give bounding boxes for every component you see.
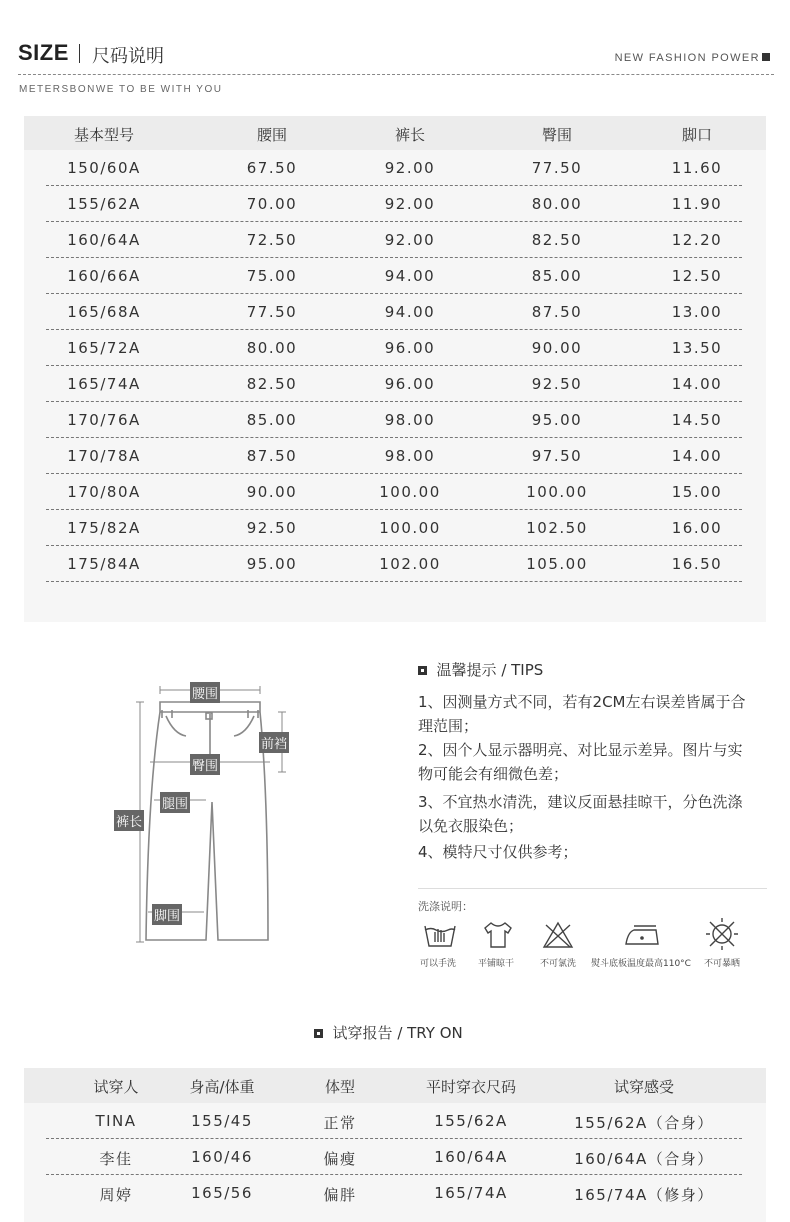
col-header-fit-feeling: 试穿感受 — [613, 1078, 674, 1096]
size-table-cell: 165/72A — [67, 339, 141, 357]
col-header-hip: 臀围 — [541, 126, 572, 144]
tryon-table-row — [24, 1139, 766, 1175]
size-table-cell: 175/84A — [67, 555, 141, 573]
size-table-cell: 96.00 — [384, 375, 436, 393]
size-table-row — [24, 366, 766, 402]
tryon-table-cell: 正常 — [323, 1114, 357, 1132]
size-table-cell: 11.60 — [671, 159, 723, 177]
size-table-cell: 170/76A — [67, 411, 141, 429]
size-table-cell: 82.50 — [531, 231, 583, 249]
diagram-label-length: 裤长 — [114, 810, 144, 831]
wash-label-flat-dry: 平铺晾干 — [478, 959, 515, 969]
wash-label-no-sun: 不可暴晒 — [704, 959, 741, 969]
tryon-table-row — [24, 1175, 766, 1211]
size-table-cell: 85.00 — [531, 267, 583, 285]
tryon-table-cell: 165/74A（修身） — [574, 1186, 714, 1204]
tip-item: 1、因测量方式不同，若有2CM左右误差皆属于合理范围； — [418, 693, 746, 735]
size-table-row — [24, 258, 766, 294]
size-table-cell: 90.00 — [246, 483, 298, 501]
square-bullet-icon — [418, 666, 427, 675]
size-table-cell: 90.00 — [531, 339, 583, 357]
col-header-model: 基本型号 — [73, 126, 134, 144]
size-table-cell: 16.50 — [671, 555, 723, 573]
square-bullet-icon — [762, 53, 770, 61]
col-header-waist: 腰围 — [256, 126, 287, 144]
brand-subtitle: METERSBONWE TO BE WITH YOU — [19, 84, 223, 95]
tip-item: 4、模特尺寸仅供参考； — [418, 843, 578, 861]
size-table-cell: 92.00 — [384, 159, 436, 177]
size-table-cell: 105.00 — [526, 555, 588, 573]
tryon-title — [314, 1022, 463, 1043]
tryon-table-cell: 偏胖 — [323, 1186, 357, 1204]
size-table-cell: 87.50 — [531, 303, 583, 321]
size-table-row — [24, 510, 766, 546]
wash-label-iron: 熨斗底板温度最高110°C — [591, 959, 691, 969]
tryon-table-cell: 李佳 — [99, 1150, 133, 1168]
size-table-cell: 80.00 — [531, 195, 583, 213]
size-table-cell: 102.00 — [379, 555, 441, 573]
size-table-row — [24, 186, 766, 222]
col-header-body-type: 体型 — [324, 1078, 355, 1096]
size-table-cell: 95.00 — [246, 555, 298, 573]
tryon-table-header — [24, 1068, 766, 1103]
size-table-cell: 92.00 — [384, 195, 436, 213]
tryon-title-text: 试穿报告 / TRY ON — [332, 1024, 463, 1042]
size-table-cell: 82.50 — [246, 375, 298, 393]
tryon-table-cell: 偏瘦 — [323, 1150, 357, 1168]
size-table-cell: 165/74A — [67, 375, 141, 393]
diagram-label-rise: 前裆 — [259, 732, 289, 753]
tryon-table-cell: 155/62A（合身） — [574, 1114, 714, 1132]
size-table-cell: 13.50 — [671, 339, 723, 357]
size-table-cell: 100.00 — [379, 483, 441, 501]
size-table-cell: 12.50 — [671, 267, 723, 285]
tryon-table-row — [24, 1103, 766, 1139]
wash-title: 洗涤说明： — [418, 900, 473, 913]
size-table-cell: 77.50 — [531, 159, 583, 177]
tips-divider — [418, 888, 767, 889]
size-table-cell: 98.00 — [384, 447, 436, 465]
tryon-table-cell: 周婷 — [99, 1186, 133, 1204]
size-table-cell: 92.50 — [246, 519, 298, 537]
size-table-cell: 102.50 — [526, 519, 588, 537]
header-dashed-line — [18, 74, 774, 75]
tryon-table-cell: 160/64A（合身） — [574, 1150, 714, 1168]
size-table-row — [24, 294, 766, 330]
fashion-slogan — [615, 52, 770, 64]
col-header-length: 裤长 — [394, 126, 425, 144]
flat-dry-icon — [482, 920, 514, 950]
tryon-table-cell: 160/64A — [434, 1148, 508, 1166]
size-table-cell: 165/68A — [67, 303, 141, 321]
size-table-cell: 70.00 — [246, 195, 298, 213]
size-table-cell: 155/62A — [67, 195, 141, 213]
col-header-hem: 脚口 — [681, 126, 712, 144]
size-table-cell: 16.00 — [671, 519, 723, 537]
size-table-cell: 150/60A — [67, 159, 141, 177]
size-table-cell: 14.00 — [671, 447, 723, 465]
size-table-cell: 75.00 — [246, 267, 298, 285]
size-table-row — [24, 330, 766, 366]
wash-label-no-bleach: 不可氯洗 — [540, 959, 577, 969]
title-divider — [79, 44, 80, 63]
size-table-cell: 97.50 — [531, 447, 583, 465]
row-dashed-divider — [46, 581, 742, 582]
size-table-cell: 67.50 — [246, 159, 298, 177]
size-table-row — [24, 402, 766, 438]
tryon-table-cell: 165/74A — [434, 1184, 508, 1202]
size-table-cell: 14.50 — [671, 411, 723, 429]
size-table-header — [24, 116, 766, 150]
size-title: SIZE — [18, 40, 69, 65]
no-bleach-icon — [542, 920, 574, 950]
no-sun-icon — [704, 916, 740, 952]
tip-item: 3、不宜热水清洗，建议反面悬挂晾干，分色洗涤以免衣服染色； — [418, 793, 743, 835]
size-table-cell: 175/82A — [67, 519, 141, 537]
tryon-table-cell: 155/45 — [191, 1112, 253, 1130]
hand-wash-icon — [422, 920, 458, 950]
tips-title — [418, 659, 543, 680]
tryon-table-cell: 165/56 — [191, 1184, 253, 1202]
size-table-cell: 14.00 — [671, 375, 723, 393]
wash-label-hand-wash: 可以手洗 — [420, 959, 457, 969]
tryon-table-cell: 160/46 — [191, 1148, 253, 1166]
size-table-cell: 13.00 — [671, 303, 723, 321]
tryon-table — [24, 1068, 766, 1222]
size-table-cell: 80.00 — [246, 339, 298, 357]
size-table-row — [24, 222, 766, 258]
tryon-table-cell: TINA — [95, 1112, 137, 1130]
iron-icon — [622, 920, 662, 950]
tips-title-text: 温馨提示 / TIPS — [436, 661, 544, 679]
size-table-cell: 92.00 — [384, 231, 436, 249]
size-table-cell: 92.50 — [531, 375, 583, 393]
size-table-cell: 77.50 — [246, 303, 298, 321]
col-header-tester: 试穿人 — [93, 1078, 139, 1096]
size-table-cell: 160/64A — [67, 231, 141, 249]
tryon-table-cell: 155/62A — [434, 1112, 508, 1130]
size-table-cell: 85.00 — [246, 411, 298, 429]
diagram-label-waist: 腰围 — [190, 682, 220, 703]
tip-item: 2、因个人显示器明亮、对比显示差异。图片与实物可能会有细微色差； — [418, 741, 743, 783]
size-table-cell: 100.00 — [526, 483, 588, 501]
col-header-height-weight: 身高/体重 — [189, 1078, 255, 1096]
size-table-row — [24, 438, 766, 474]
size-table-cell: 94.00 — [384, 267, 436, 285]
col-header-usual-size: 平时穿衣尺码 — [425, 1078, 516, 1096]
diagram-label-hem: 脚围 — [152, 904, 182, 925]
size-table-cell: 170/80A — [67, 483, 141, 501]
size-header — [18, 40, 774, 100]
size-table-cell: 170/78A — [67, 447, 141, 465]
size-table-row — [24, 150, 766, 186]
size-table-cell: 15.00 — [671, 483, 723, 501]
diagram-label-hip: 臀围 — [190, 754, 220, 775]
size-table-cell: 96.00 — [384, 339, 436, 357]
size-table-cell: 160/66A — [67, 267, 141, 285]
size-table-cell: 72.50 — [246, 231, 298, 249]
size-title-cn: 尺码说明 — [92, 46, 164, 67]
size-table-cell: 12.20 — [671, 231, 723, 249]
square-bullet-icon — [314, 1029, 323, 1038]
size-table-row — [24, 474, 766, 510]
size-table-row — [24, 546, 766, 582]
size-table-cell: 94.00 — [384, 303, 436, 321]
size-table-cell: 98.00 — [384, 411, 436, 429]
size-table-cell: 95.00 — [531, 411, 583, 429]
size-table-cell: 87.50 — [246, 447, 298, 465]
size-table-cell: 100.00 — [379, 519, 441, 537]
fashion-slogan-text: NEW FASHION POWER — [614, 52, 760, 64]
diagram-label-thigh: 腿围 — [160, 792, 190, 813]
size-table — [24, 116, 766, 622]
size-table-cell: 11.90 — [671, 195, 723, 213]
